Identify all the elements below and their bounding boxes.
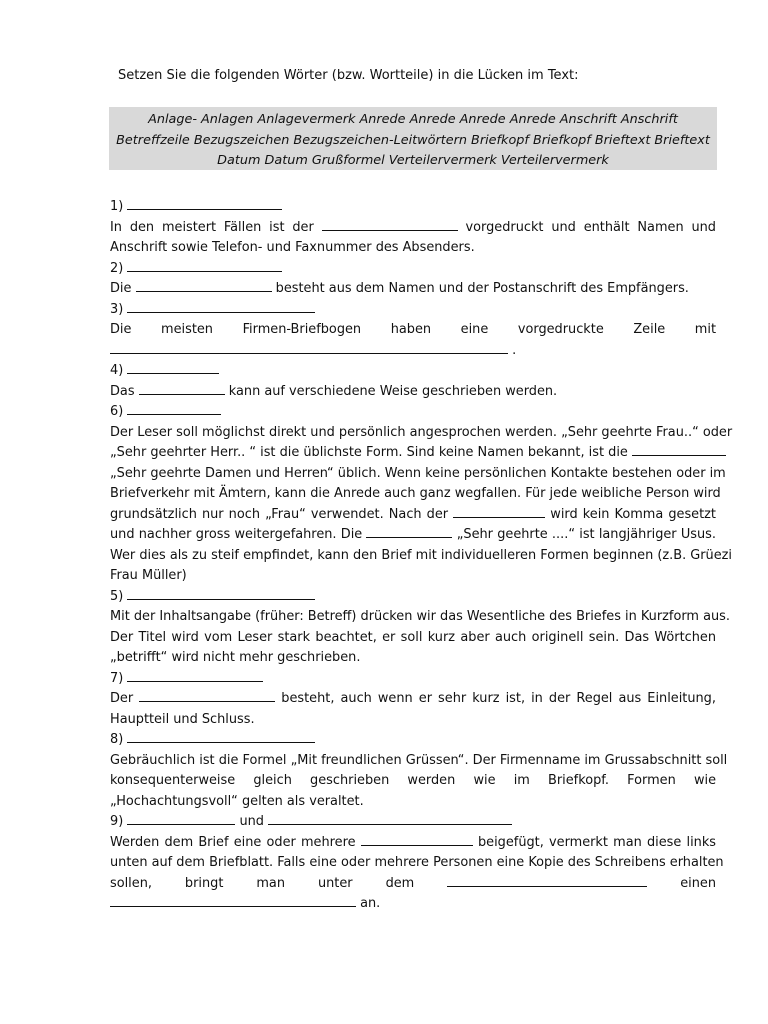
- item-text: Das: [110, 383, 135, 399]
- item-9-text-line: [110, 874, 716, 895]
- item-5-text-line: [110, 607, 730, 628]
- item-text: Gebräuchlich ist die Formel „Mit freundlichen Grüssen“. Der Firmenname im Grussabschnitt soll: [110, 752, 728, 768]
- fill-blank[interactable]: [447, 874, 647, 887]
- answer-blank[interactable]: [127, 259, 282, 272]
- item-text: Briefverkehr mit Ämtern, kann die Anrede auch ganz wegfallen. Für jede weibliche Person wird: [110, 486, 721, 501]
- fill-blank[interactable]: [632, 443, 726, 456]
- item-6-text-line: [110, 443, 716, 464]
- item-6-answer-line: [110, 402, 716, 423]
- instruction-text: Setzen Sie die folgenden Wörter (bzw. Wortteile) in die Lücken im Text:: [118, 68, 579, 83]
- item-text: Die meisten Firmen-Briefbogen haben eine vorgedruckte Zeile mit: [110, 322, 716, 337]
- item-number: 8): [110, 732, 124, 747]
- item-text: „Sehr geehrte ....“ ist langjähriger Usus.: [456, 527, 716, 542]
- item-text: Hauptteil und Schluss.: [110, 711, 255, 727]
- item-7-answer-line: [110, 669, 716, 690]
- item-7-text-line: [110, 710, 716, 731]
- item-text: sollen, bringt man unter dem: [110, 875, 415, 891]
- item-text: einen: [680, 875, 717, 891]
- item-text: kann auf verschiedene Weise geschrieben werden.: [228, 383, 558, 399]
- item-6-text-line: [110, 525, 716, 546]
- item-text: Mit der Inhaltsangabe (früher: Betreff) drücken wir das Wesentliche des Briefes in Kurzform aus.: [110, 609, 730, 624]
- item-text: Der Titel wird vom Leser stark beachtet, er soll kurz aber auch originell sein. Das Wörtchen: [110, 629, 716, 645]
- item-number: 1): [110, 199, 124, 214]
- item-6-text-line: [110, 423, 733, 444]
- fill-blank[interactable]: [139, 382, 225, 395]
- item-text: „Sehr geehrte Damen und Herren“ üblich. Wenn keine persönlichen Kontakte bestehen oder im: [110, 465, 726, 481]
- answer-blank[interactable]: [127, 300, 315, 313]
- item-text: konsequenterweise gleich geschrieben werden wie im Briefkopf. Formen wie: [110, 773, 716, 788]
- fill-blank[interactable]: [453, 505, 545, 518]
- item-number: 5): [110, 588, 124, 604]
- item-text: besteht, auch wenn er sehr kurz ist, in der Regel aus Einleitung,: [281, 691, 716, 706]
- fill-blank[interactable]: [139, 689, 275, 702]
- item-6-text-line: [110, 566, 716, 587]
- answer-blank[interactable]: [127, 730, 315, 743]
- item-6-text-line: [110, 546, 733, 567]
- item-text: Der: [110, 691, 134, 706]
- answer-blank[interactable]: [127, 812, 235, 825]
- fill-blank[interactable]: [110, 341, 508, 354]
- item-text: beigefügt, vermerkt man diese links: [477, 834, 716, 850]
- item-number: 2): [110, 260, 124, 276]
- item-number: 4): [110, 363, 124, 378]
- item-text: Wer dies als zu steif empfindet, kann den Brief mit individuelleren Formen beginnen (z.B. Grüezi: [110, 547, 733, 563]
- item-1-text-line: [110, 218, 716, 239]
- item-6-text-line: [110, 484, 721, 505]
- answer-blank[interactable]: [127, 361, 219, 374]
- item-text: „betrifft“ wird nicht mehr geschrieben.: [110, 650, 361, 665]
- answer-blank[interactable]: [127, 197, 282, 210]
- item-5-text-line: [110, 628, 716, 649]
- item-3-text-line: [110, 341, 716, 362]
- answer-blank[interactable]: [127, 587, 315, 600]
- item-9-text-line: [110, 894, 716, 915]
- item-3-text-line: [110, 320, 716, 341]
- item-4-answer-line: [110, 361, 716, 382]
- item-text: grundsätzlich nur noch „Frau“ verwendet. Nach der: [110, 506, 449, 522]
- answer-blank[interactable]: [268, 812, 512, 825]
- item-text: Der Leser soll möglichst direkt und persönlich angesprochen werden. „Sehr geehrte Frau..“ oder: [110, 424, 733, 440]
- word-bank-line: Betreffzeile Bezugszeichen Bezugszeichen-Leitwörtern Briefkopf Briefkopf Brieftext Brieftext: [116, 132, 710, 148]
- item-number: 7): [110, 670, 124, 686]
- item-1-text-line: [110, 238, 716, 259]
- item-9-text-line: [110, 833, 716, 854]
- fill-blank[interactable]: [322, 218, 458, 231]
- word-bank-line: Datum Datum Grußformel Verteilervermerk Verteilervermerk: [217, 153, 609, 168]
- item-text: „Hochachtungsvoll“ gelten als veraltet.: [110, 793, 364, 809]
- item-2-answer-line: [110, 259, 716, 280]
- answer-blank[interactable]: [127, 402, 221, 415]
- item-text: Anschrift sowie Telefon- und Faxnummer des Absenders.: [110, 240, 475, 255]
- item-number: 6): [110, 404, 124, 419]
- word-bank-line: Anlage- Anlagen Anlagevermerk Anrede Anrede Anrede Anrede Anschrift Anschrift: [148, 112, 678, 127]
- item-text: wird kein Komma gesetzt: [550, 506, 716, 522]
- item-text: Frau Müller): [110, 568, 187, 583]
- item-text: besteht aus dem Namen und der Postanschrift des Empfängers.: [275, 281, 689, 296]
- item-4-text-line: [110, 382, 716, 403]
- item-9-answer-line: [110, 812, 716, 833]
- item-text: vorgedruckt und enthält Namen und: [465, 219, 716, 235]
- item-number: 9): [110, 814, 124, 829]
- item-5-text-line: [110, 648, 716, 669]
- item-9-text-line: [110, 853, 724, 874]
- fill-blank[interactable]: [136, 279, 272, 292]
- item-3-answer-line: [110, 300, 716, 321]
- word-bank-box: [109, 107, 717, 170]
- item-1-answer-line: [110, 197, 716, 218]
- item-8-text-line: [110, 771, 716, 792]
- item-text: und nachher gross weitergefahren. Die: [110, 527, 363, 542]
- item-text: Die: [110, 281, 132, 296]
- item-7-text-line: [110, 689, 716, 710]
- item-8-answer-line: [110, 730, 716, 751]
- exercise-content: [110, 197, 733, 915]
- item-text: an.: [360, 896, 381, 911]
- item-number: 3): [110, 301, 124, 317]
- item-2-text-line: [110, 279, 716, 300]
- item-text: unten auf dem Briefblatt. Falls eine oder mehrere Personen eine Kopie des Schreibens erhalten: [110, 855, 724, 870]
- item-text: In den meistert Fällen ist der: [110, 219, 314, 235]
- item-6-text-line: [110, 505, 716, 526]
- item-8-text-line: [110, 792, 716, 813]
- item-text: .: [512, 342, 517, 358]
- item-8-text-line: [110, 751, 728, 772]
- fill-blank[interactable]: [361, 833, 473, 846]
- item-5-answer-line: [110, 587, 716, 608]
- item-text: Werden dem Brief eine oder mehrere: [110, 834, 356, 850]
- item-text: „Sehr geehrter Herr.. “ ist die üblichste Form. Sind keine Namen bekannt, ist die: [110, 445, 628, 460]
- item-6-text-line: [110, 464, 726, 485]
- fill-blank[interactable]: [366, 525, 452, 538]
- fill-blank[interactable]: [110, 894, 356, 907]
- item-text: und: [239, 814, 264, 829]
- answer-blank[interactable]: [127, 669, 263, 682]
